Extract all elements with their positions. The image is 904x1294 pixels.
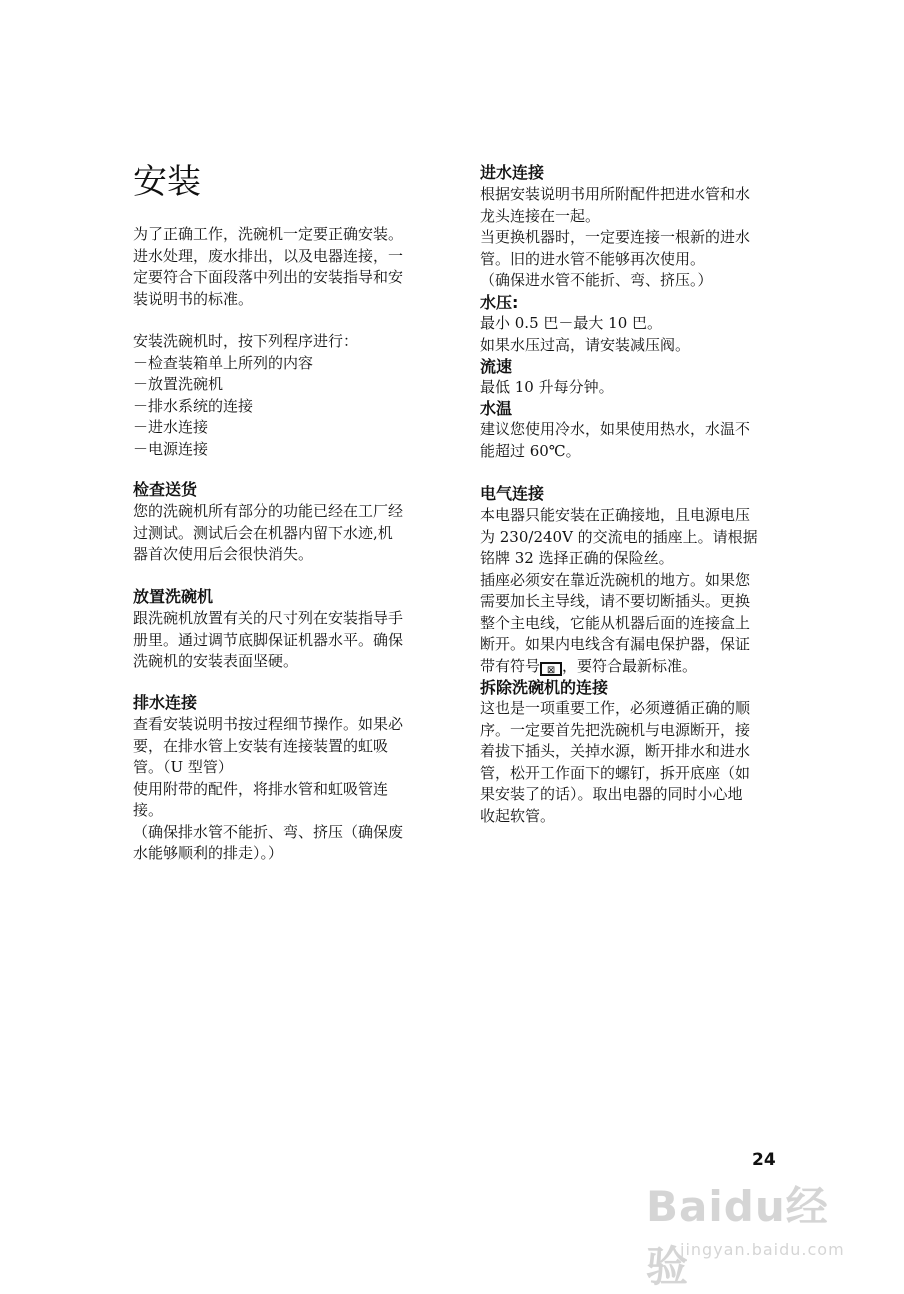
check-delivery-paragraph — [133, 501, 403, 566]
text-line: 建议您使用冷水，如果使用热水，水温不 — [480, 420, 751, 438]
text-line: 整个主电线，它能从机器后面的连接盒上 — [480, 613, 751, 632]
flow-paragraph — [480, 377, 614, 399]
pressure-heading: 水压: — [480, 293, 519, 312]
text-line: 管。旧的进水管不能够再次使用。 — [480, 249, 706, 268]
watermark-url: jingyan.baidu.com — [680, 1240, 845, 1259]
text-line: 器首次使用后会很快消失。 — [133, 545, 314, 563]
text-line: 断开。如果内电线含有漏电保护器，保证 — [480, 635, 751, 653]
text-line: 您的洗碗机所有部分的功能已经在工厂经 — [133, 502, 404, 520]
place-paragraph — [133, 608, 403, 673]
text-line: 铭牌 32 选择正确的保险丝。 — [480, 549, 674, 567]
text-line: 龙头连接在一起。 — [480, 206, 601, 225]
text-line: 定要符合下面段落中列出的安装指导和安 — [133, 268, 404, 286]
text-line: 插座必须安在靠近洗碗机的地方。如果您 — [480, 570, 751, 589]
drain-paragraph — [133, 714, 403, 865]
page-title: 安装 — [133, 162, 201, 202]
text-line: （确保排水管不能折、弯、挤压（确保废 — [133, 822, 404, 841]
text-line: 进水处理，废水排出，以及电器连接，一 — [133, 246, 404, 265]
text-line: 如果水压过高，请安装减压阀。 — [480, 335, 691, 354]
inlet-heading: 进水连接 — [480, 163, 545, 182]
text-line: 着拔下插头，关掉水源，断开排水和进水 — [480, 742, 751, 760]
step-item: －电源连接 — [133, 439, 209, 458]
inlet-paragraph — [480, 184, 750, 292]
text-line: 能超过 60℃。 — [480, 441, 581, 460]
earth-leakage-symbol-icon: ⊠ — [540, 662, 562, 676]
text-line: 最小 0.5 巴－最大 10 巴。 — [480, 314, 663, 332]
flow-heading: 流速 — [480, 357, 513, 376]
text-line: 装说明书的标准。 — [133, 289, 254, 308]
text-line: 根据安装说明书用所附配件把进水管和水 — [480, 185, 751, 203]
text-line: 管，松开工作面下的螺钉，拆开底座（如 — [480, 763, 751, 782]
steps-list — [133, 331, 358, 460]
place-heading: 放置洗碗机 — [133, 587, 214, 606]
text-line: （确保进水管不能折、弯、挤压。） — [480, 271, 713, 289]
text-line: 收起软管。 — [480, 806, 556, 825]
text-line: 这也是一项重要工作，必须遵循正确的顺 — [480, 699, 751, 717]
steps-intro: 安装洗碗机时，按下列程序进行： — [133, 332, 359, 350]
electric-heading: 电气连接 — [480, 484, 545, 503]
intro-paragraph — [133, 224, 403, 310]
step-item: －排水系统的连接 — [133, 396, 254, 415]
remove-heading: 拆除洗碗机的连接 — [480, 678, 609, 697]
text-line: 为 230/240V 的交流电的插座上。请根据 — [480, 527, 758, 546]
remove-paragraph — [480, 698, 750, 827]
text-line: 最低 10 升每分钟。 — [480, 378, 614, 396]
step-item: －进水连接 — [133, 418, 209, 436]
electric-paragraph — [480, 505, 758, 677]
text-line: 使用附带的配件，将排水管和虹吸管连 — [133, 779, 389, 798]
text-line — [480, 656, 758, 678]
text-line: 过测试。测试后会在机器内留下水迹,机 — [133, 523, 393, 542]
baidu-watermark — [640, 1168, 860, 1291]
text-line: 本电器只能安装在正确接地，且电源电压 — [480, 506, 751, 524]
step-item: －检查装箱单上所列的内容 — [133, 353, 314, 372]
text-line: 查看安装说明书按过程细节操作。如果必 — [133, 715, 404, 733]
text-line: 册里。通过调节底脚保证机器水平。确保 — [133, 630, 404, 649]
temp-paragraph — [480, 419, 750, 462]
check-delivery-heading: 检查送货 — [133, 480, 198, 499]
text-fragment: 带有符号 — [480, 656, 541, 675]
text-line: 要，在排水管上安装有连接装置的虹吸 — [133, 736, 389, 755]
text-line: 序。一定要首先把洗碗机与电源断开，接 — [480, 720, 751, 739]
text-line: 为了正确工作，洗碗机一定要正确安装。 — [133, 225, 404, 243]
drain-heading: 排水连接 — [133, 693, 198, 712]
text-line: 跟洗碗机放置有关的尺寸列在安装指导手 — [133, 609, 404, 627]
text-line: 接。 — [133, 801, 164, 819]
text-fragment: ，要符合最新标准。 — [562, 656, 698, 675]
step-item: －放置洗碗机 — [133, 375, 224, 393]
text-line: 果安装了的话）。取出电器的同时小心地 — [480, 785, 743, 803]
text-line: 需要加长主导线，请不要切断插头。更换 — [480, 592, 751, 610]
text-line: 水能够顺利的排走）。） — [133, 844, 284, 862]
text-line: 管。（U 型管） — [133, 758, 233, 776]
text-line: 当更换机器时，一定要连接一根新的进水 — [480, 228, 751, 246]
page-number: 24 — [752, 1150, 776, 1170]
text-line: 洗碗机的安装表面坚硬。 — [133, 652, 299, 670]
pressure-paragraph — [480, 313, 690, 356]
watermark-logo: Baidu经验 — [646, 1182, 829, 1291]
temp-heading: 水温 — [480, 399, 513, 418]
